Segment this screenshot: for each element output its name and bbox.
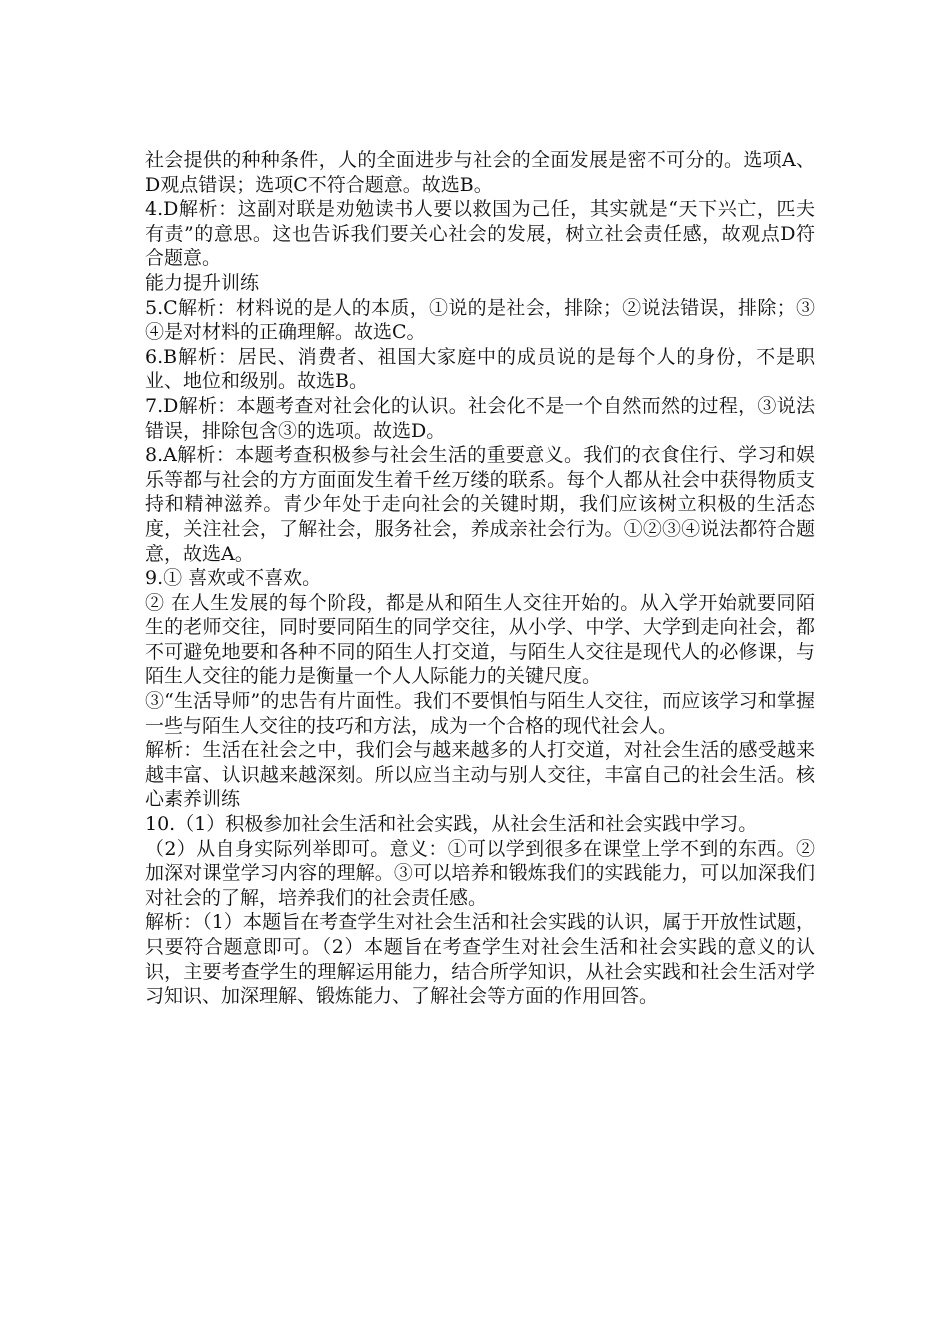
answer-9-part-3: ③“生活导师”的忠告有片面性。我们不要惧怕与陌生人交往，而应该学习和掌握一些与陌生人交往的技巧和方法，成为一个合格的现代社会人。 xyxy=(145,690,815,737)
answer-10-analysis: 解析：（1）本题旨在考查学生对社会生活和社会实践的认识，属于开放性试题，只要符合题意即可。（2）本题旨在考查学生对社会生活和社会实践的意义的认识，主要考查学生的理解运用能力，结合所学知识，从社会实践和社会生活对学习知识、加深理解、锻炼能力、了解社会等方面的作用回答。 xyxy=(145,911,815,1008)
answer-9-part-2: ② 在人生发展的每个阶段，都是从和陌生人交往开始的。从入学开始就要同陌生的老师交往，同时要同陌生的同学交往，从小学、中学、大学到走向社会，都不可避免地要和各种不同的陌生人打交道，与陌生人交往是现代人的必修课，与陌生人交往的能力是衡量一个人人际能力的关键尺度。 xyxy=(145,591,815,688)
section-heading-ability: 能力提升训练 xyxy=(145,271,260,294)
answer-8: 8.A解析：本题考查积极参与社会生活的重要意义。我们的衣食住行、学习和娱乐等都与社会的方方面面发生着千丝万缕的联系。每个人都从社会中获得物质支持和精神滋养。青少年处于走向社会的关键时期，我们应该树立积极的生活态度，关注社会，了解社会，服务社会，养成亲社会行为。①②③④说法都符合题意，故选A。 xyxy=(145,444,815,565)
answer-7: 7.D解析：本题考查对社会化的认识。社会化不是一个自然而然的过程，③说法错误，排除包含③的选项。故选D。 xyxy=(145,394,815,442)
paragraph-continuation: 社会提供的种种条件，人的全面进步与社会的全面发展是密不可分的。选项A、D观点错误；选项C不符合题意。故选B。 xyxy=(145,149,815,196)
answer-4: 4.D解析：这副对联是劝勉读书人要以救国为己任，其实就是“天下兴亡，匹夫有责”的意思。这也告诉我们要关心社会的发展，树立社会责任感，故观点D符合题意。 xyxy=(145,198,815,270)
answer-9-analysis: 解析：生活在社会之中，我们会与越来越多的人打交道，对社会生活的感受越来越丰富、认识越来越深刻。所以应当主动与别人交往，丰富自己的社会生活。核心素养训练 xyxy=(145,739,815,811)
answer-10-part-2: （2）从自身实际列举即可。意义：①可以学到很多在课堂上学不到的东西。②加深对课堂学习内容的理解。③可以培养和锻炼我们的实践能力，可以加深我们对社会的了解，培养我们的社会责任感。 xyxy=(145,837,815,909)
document-body xyxy=(145,148,815,1009)
answer-6: 6.B解析：居民、消费者、祖国大家庭中的成员说的是每个人的身份，不是职业、地位和级别。故选B。 xyxy=(145,345,815,393)
answer-5: 5.C解析：材料说的是人的本质，①说的是社会，排除；②说法错误，排除；③④是对材料的正确理解。故选C。 xyxy=(145,296,815,344)
answer-9-part-1: 9.① 喜欢或不喜欢。 xyxy=(145,567,322,590)
answer-10-part-1: 10.（1）积极参加社会生活和社会实践，从社会生活和社会实践中学习。 xyxy=(145,813,758,836)
